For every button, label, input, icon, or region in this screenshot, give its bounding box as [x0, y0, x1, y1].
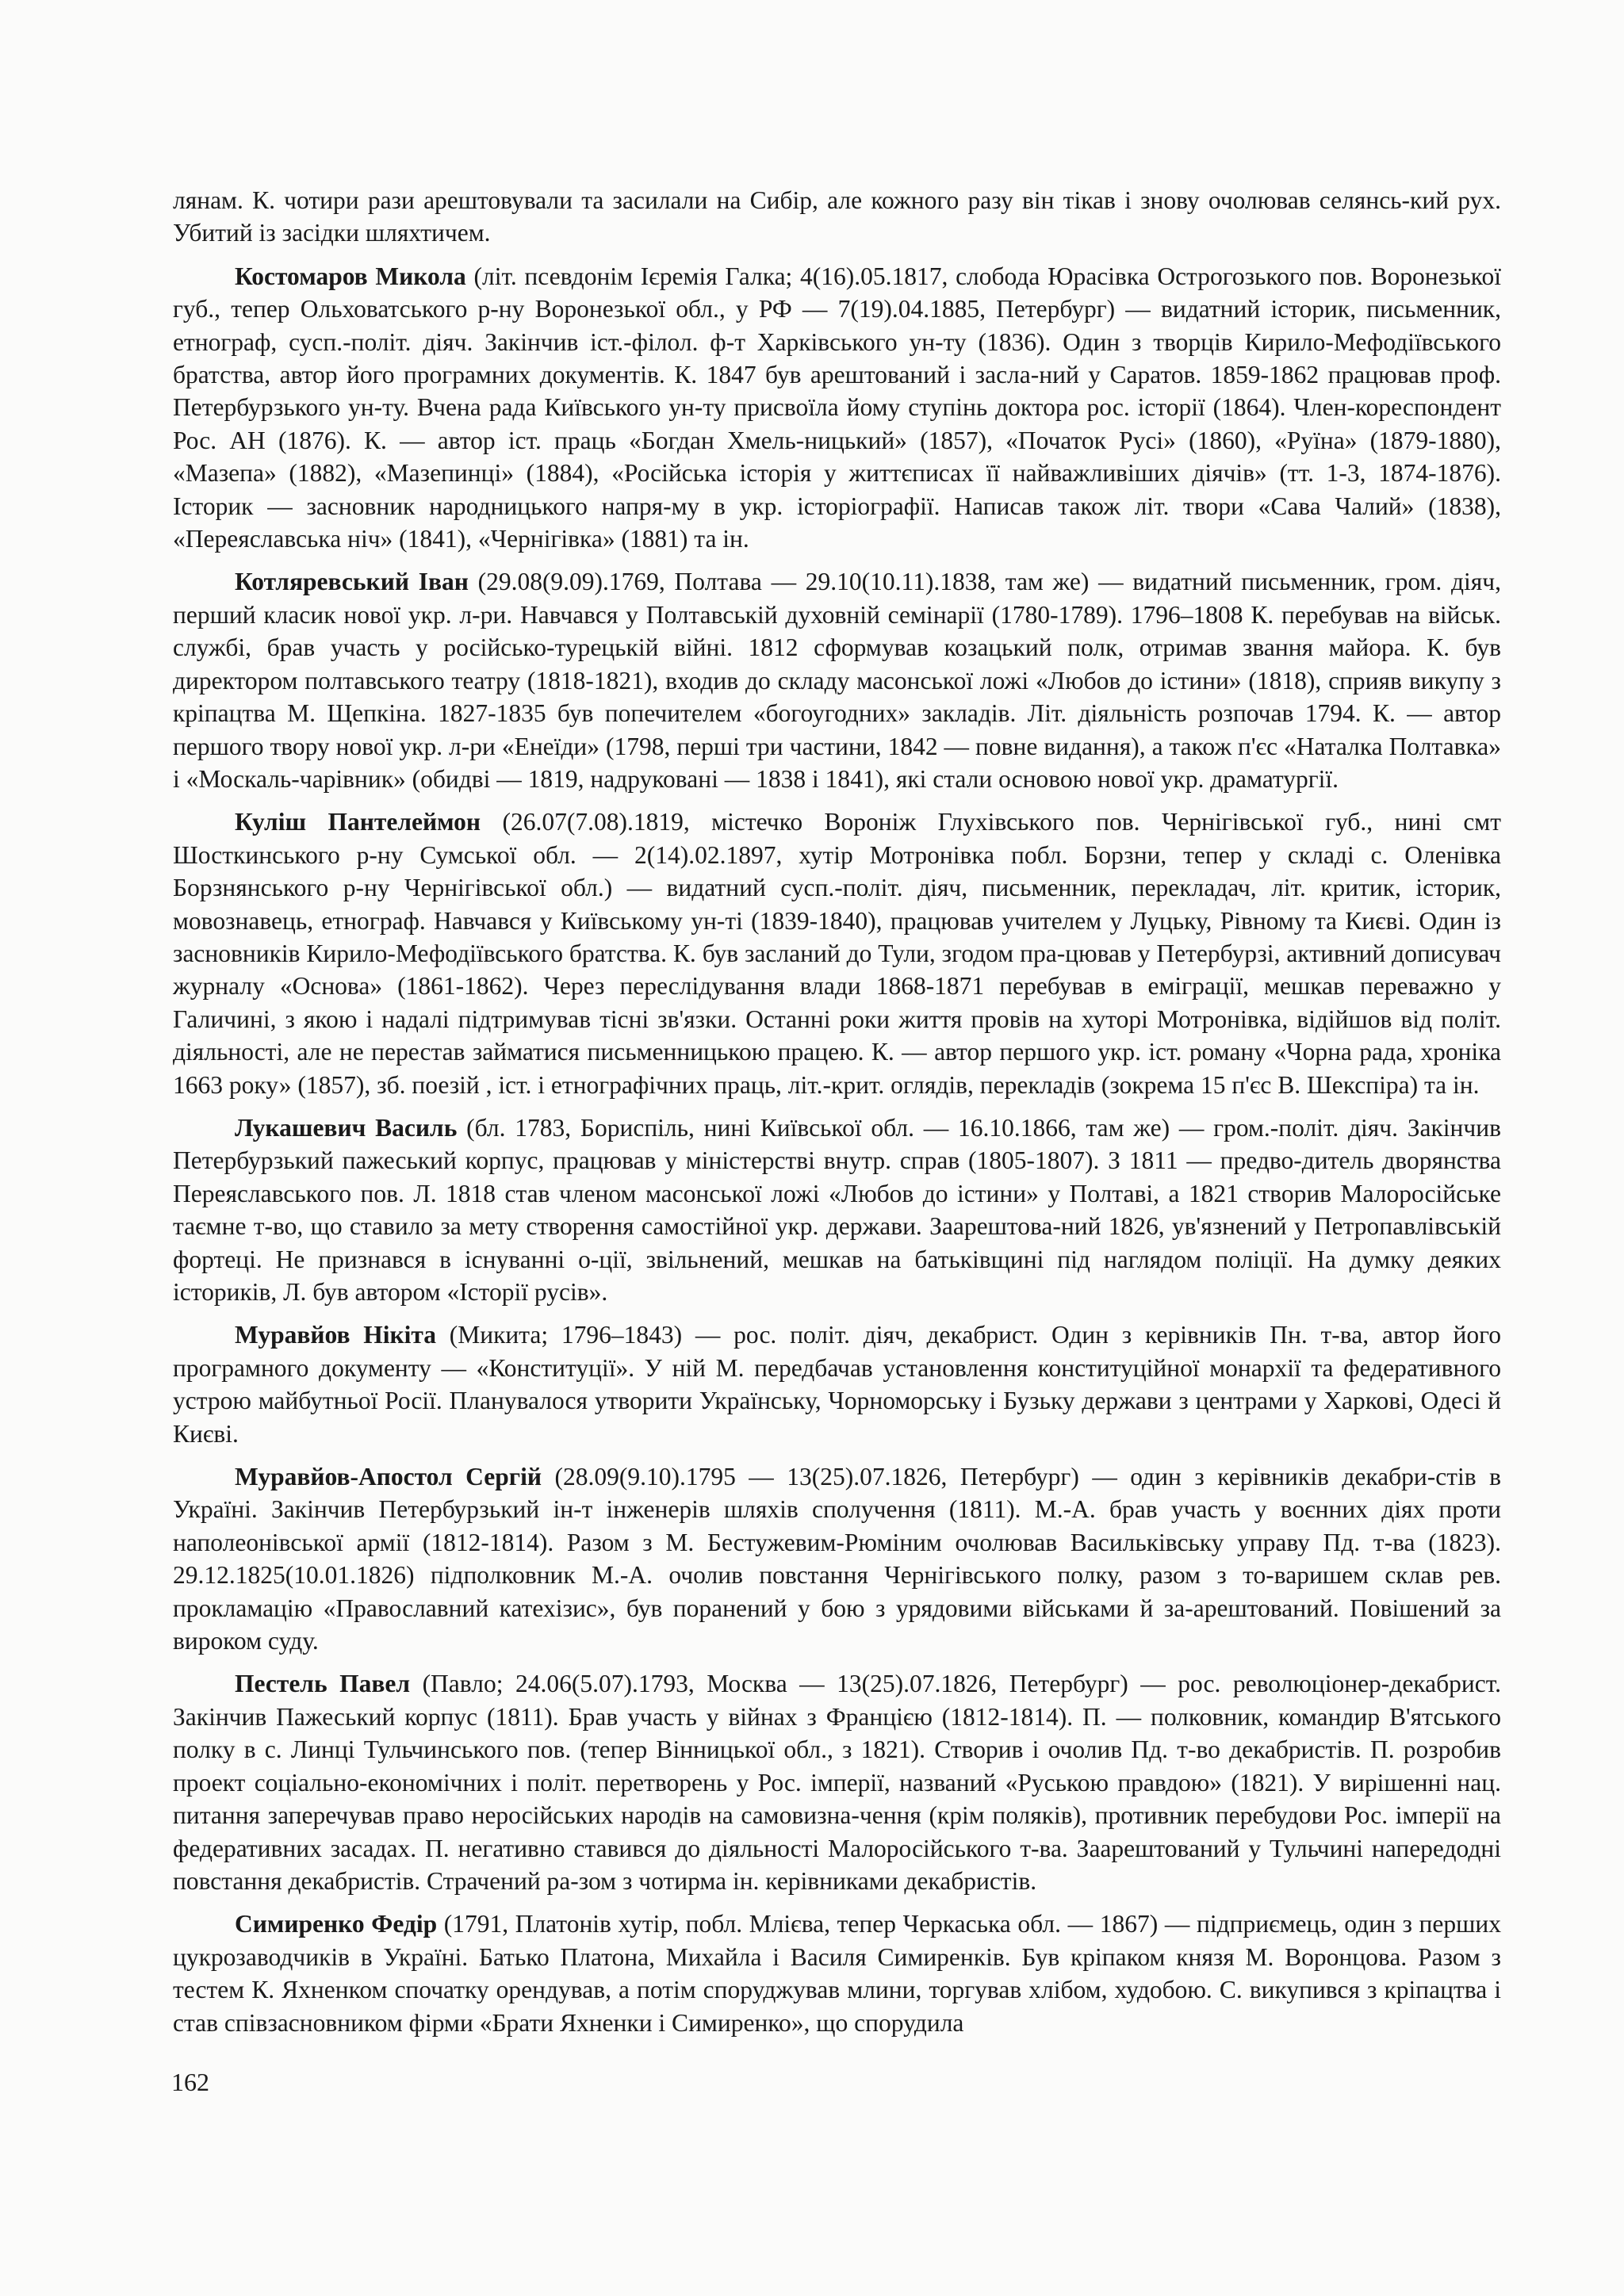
entry-text: (літ. псевдонім Ієремія Галка; 4(16).05.1817, слобода Юрасівка Острогозького пов. Воронезької губ., тепер Ольховатського р-ну Воронезької обл., у РФ — 7(19).04.1885, Петербург) — видатний історик, письменник, етнограф, сусп.-політ. діяч. Закінчив іст.-філол. ф-т Харківського ун-ту (1836). Один з творців Кирило-Мефодіївського братства, автор його програмних документів. К. 1847 був арештований і засла-ний у Саратов. 1859-1862 працював проф. Петербурзького ун-ту. Вчена рада Київського ун-ту присвоїла йому ступінь доктора рос. історії (1864). Член-кореспондент Рос. АН (1876). К. — автор іст. праць «Богдан Хмель-ницький» (1857), «Початок Русі» (1860), «Руїна» (1879-1880), «Мазепа» (1882), «Мазепинці» (1884), «Російська історія у життєписах її найважливіших діячів» (тт. 1-3, 1874-1876). Історик — засновник народницького напря-му в укр. історіографії. Написав також літ. твори «Сава Чалий» (1838), «Переяславська ніч» (1841), «Чернігівка» (1881) та ін.	[173, 262, 1501, 553]
entry-headword: Котляревський Іван	[235, 568, 469, 596]
entry-kostomarov	[173, 260, 1501, 556]
entry-headword: Муравйов-Апостол Сергій	[235, 1463, 542, 1491]
entry-text: (Микита; 1796–1843) — рос. політ. діяч, декабрист. Один з керівників Пн. т-ва, автор його програмного документу — «Конституції». У ній М. передбачав установлення конституційної монархії та федеративного устрою майбутньої Росії. Планувалося утворити Українську, Чорноморську і Бузьку держави з центрами у Харкові, Одесі й Києві.	[173, 1321, 1502, 1448]
entry-muraviov	[173, 1318, 1501, 1450]
intro-paragraph: лянам. К. чотири рази арештовували та засилали на Сибір, але кожного разу він тікав і знову очолював селянсь-кий рух. Убитий із засідки шляхтичем.	[173, 186, 1501, 247]
entry-text: (Павло; 24.06(5.07).1793, Москва — 13(25).07.1826, Петербург) — рос. революціонер-декабрист. Закінчив Пажеський корпус (1811). Брав участь у війнах з Францією (1812-1814). П. — полковник, командир В'ятського полку в с. Линці Тульчинського пов. (тепер Вінницької обл., з 1821). Створив і очолив Пд. т-во декабристів. П. розробив проект соціально-економічних і політ. перетворень у Рос. імперії, названий «Руською правдою» (1821). У вирішенні нац. питання заперечував право неросійських народів на самовизна-чення (крім поляків), противник перебудови Рос. імперії на федеративних засадах. П. негативно ставився до діяльності Малоросійського т-ва. Заарештований у Тульчині напередодні повстання декабристів. Страчений ра-зом з чотирма ін. керівниками декабристів.	[173, 1670, 1501, 1895]
entry-headword: Куліш Пантелеймон	[235, 808, 481, 836]
entry-text: (28.09(9.10).1795 — 13(25).07.1826, Петербург) — один з керівників декабри-стів в Україні. Закінчив Петербурзький ін-т інженерів шляхів сполучення (1811). М.-А. брав участь у воєнних діях проти наполеонівської армії (1812-1814). Разом з М. Бестужевим-Рюміним очолював Васильківську управу Пд. т-ва (1823). 29.12.1825(10.01.1826) підполковник М.-А. очолив повстання Чернігівського полку, разом з то-варишем склав рев. прокламацію «Православний катехізис», був поранений у бою з урядовими військами й за-арештований. Повішений за вироком суду.	[173, 1463, 1501, 1655]
entry-lukashevych	[173, 1112, 1501, 1308]
page-number: 162	[171, 2068, 209, 2096]
entry-text: (29.08(9.09).1769, Полтава — 29.10(10.11).1838, там же) — видатний письменник, гром. діяч, перший класик нової укр. л-ри. Навчався у Полтавській духовній семінарії (1780-1789). 1796–1808 К. перебував на військ. службі, брав участь у російсько-турецькій війні. 1812 сформував козацький полк, отримав звання майора. К. був директором полтавського театру (1818-1821), входив до складу масонської ложі «Любов до істини» (1818), сприяв викупу з кріпацтва М. Щепкіна. 1827-1835 був попечителем «богоугодних» закладів. Літ. діяльність розпочав 1794. К. — автор першого твору нової укр. л-ри «Енеїди» (1798, перші три частини, 1842 — повне видання), а також п'єс «Наталка Полтавка» і «Москаль-чарівник» (обидві — 1819, надруковані — 1838 і 1841), які стали основою нової укр. драматургії.	[173, 568, 1501, 793]
entry-text: (1791, Платонів хутір, побл. Млієва, тепер Черкаська обл. — 1867) — підприємець, один з перших цукрозаводчиків в Україні. Батько Платона, Михайла і Василя Симиренків. Був кріпаком князя М. Воронцова. Разом з тестем К. Яхненком спочатку орендував, а потім споруджував млини, торгував хлібом, худобою. С. викупився з кріпацтва і став співзасновником фірми «Брати Яхненки і Симиренко», що спорудила	[173, 1910, 1501, 2037]
entry-headword: Лукашевич Василь	[235, 1113, 458, 1142]
entry-kotliarevskyi	[173, 565, 1501, 795]
entry-kulish	[173, 806, 1501, 1101]
entry-headword: Пестель Павел	[235, 1670, 411, 1698]
article-body	[173, 184, 1501, 2049]
entry-headword: Симиренко Федір	[235, 1910, 438, 1938]
entry-headword: Муравйов Нікіта	[235, 1321, 436, 1349]
entry-symyrenko	[173, 1908, 1501, 2039]
entry-text: (26.07(7.08).1819, містечко Воронiж Глухівського пов. Чернігівської губ., нині смт Шосткинського р-ну Сумської обл. — 2(14).02.1897, хутір Мотронівка побл. Борзни, тепер у складі с. Оленівка Борзнянського р-ну Чернігівської обл.) — видатний сусп.-політ. діяч, письменник, перекладач, літ. критик, історик, мовознавець, етнограф. Навчався у Київському ун-ті (1839-1840), працював учителем у Луцьку, Рівному та Києві. Один із засновників Кирило-Мефодіївського братства. К. був засланий до Тули, згодом пра-цював у Петербурзі, активний дописувач журналу «Основа» (1861-1862). Через переслідування влади 1868-1871 перебував в еміграції, мешкав переважно у Галичині, з якою і надалі підтримував тісні зв'язки. Останні роки життя провів на хуторі Мотронівка, відійшов від політ. діяльності, але не перестав займатися письменницькою працею. К. — автор першого укр. іст. роману «Чорна рада, хроніка 1663 року» (1857), зб. поезій , іст. і етнографічних праць, літ.-крит. оглядів, перекладів (зокрема 15 п'єс В. Шекспіра) та ін.	[173, 808, 1502, 1099]
entry-headword: Костомаров Микола	[235, 262, 466, 290]
entry-text: (бл. 1783, Бориспіль, нині Київської обл. — 16.10.1866, там же) — гром.-політ. діяч. Закінчив Петербурзький пажеський корпус, працював у міністерстві внутр. справ (1805-1807). З 1811 — предво-дитель дворянства Переяславського пов. Л. 1818 став членом масонської ложі «Любов до істини» у Полтаві, а 1821 створив Малоросійське таємне т-во, що ставило за мету створення самостійної укр. держави. Заарештова-ний 1826, ув'язнений у Петропавлівській фортеці. Не признався в існуванні о-ції, звільнений, мешкав на батьківщині під наглядом поліції. На думку деяких істориків, Л. був автором «Історії русів».	[173, 1113, 1501, 1306]
entry-muraviov-apostol	[173, 1460, 1501, 1657]
entry-pestel	[173, 1667, 1501, 1897]
